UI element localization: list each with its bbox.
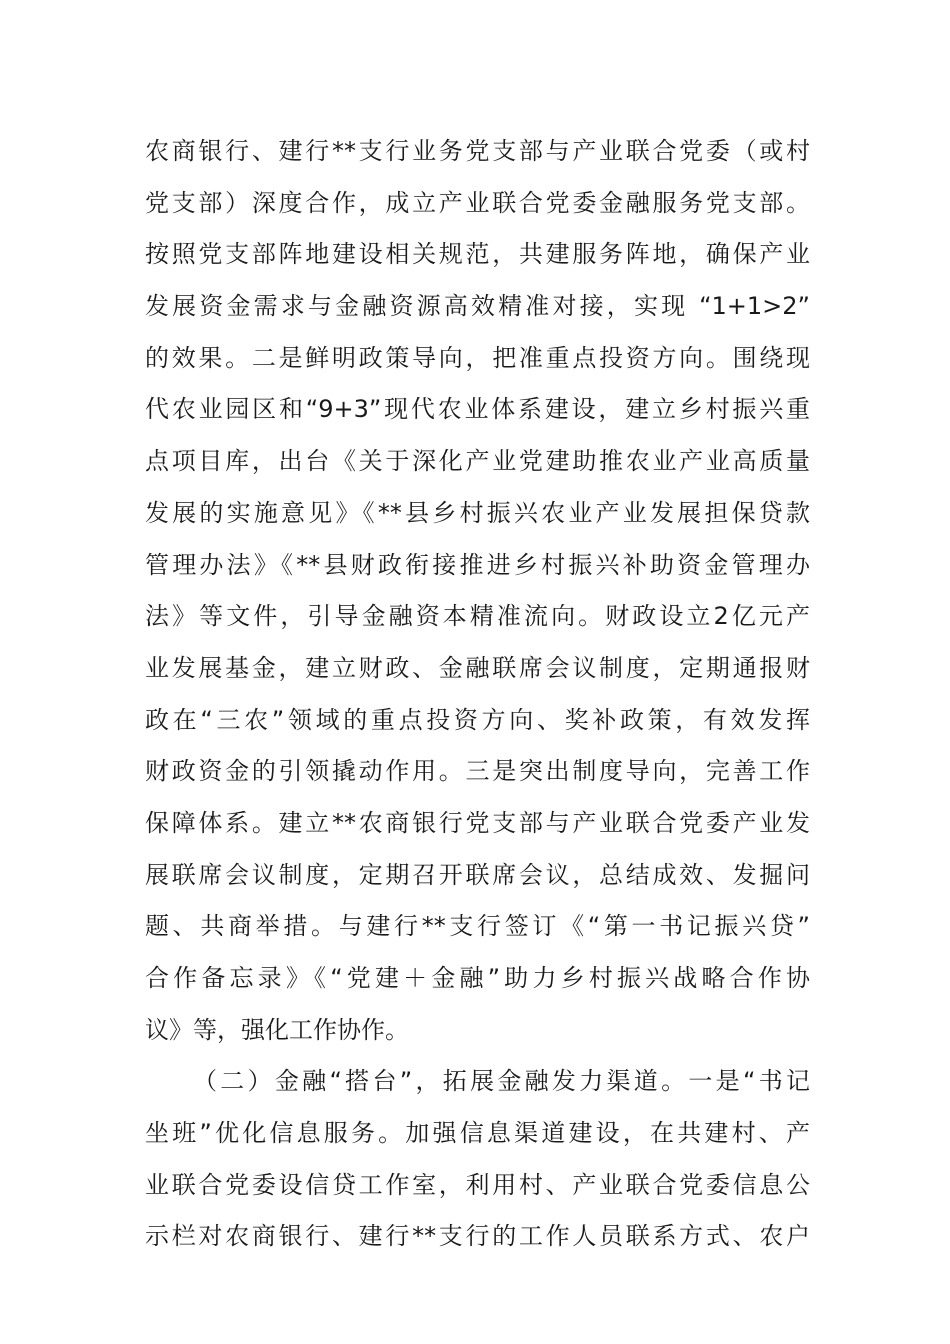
text-line-10: 法》等文件，引导金融资本精准流向。财政设立2亿元产 xyxy=(145,602,810,631)
text-line-19: （二）金融“搭台”，拓展金融发力渠道。一是“书记 xyxy=(193,1067,810,1096)
text-line-16: 题、共商举措。与建行**支行签订《“第一书记振兴贷” xyxy=(145,912,810,941)
text-line-11: 业发展基金，建立财政、金融联席会议制度，定期通报财 xyxy=(145,653,810,682)
text-line-12: 政在“三农”领域的重点投资方向、奖补政策，有效发挥 xyxy=(145,705,810,734)
text-line-7: 点项目库，出台《关于深化产业党建助推农业产业高质量 xyxy=(145,447,810,476)
text-line-1: 农商银行、建行**支行业务党支部与产业联合党委（或村 xyxy=(145,137,810,165)
text-line-15: 展联席会议制度，定期召开联席会议，总结成效、发掘问 xyxy=(145,860,810,889)
text-line-21: 业联合党委设信贷工作室，利用村、产业联合党委信息公 xyxy=(145,1170,810,1199)
text-line-6: 代农业园区和“9+3”现代农业体系建设，建立乡村振兴重 xyxy=(145,395,810,424)
text-line-5: 的效果。二是鲜明政策导向，把准重点投资方向。围绕现 xyxy=(145,343,810,372)
text-line-22: 示栏对农商银行、建行**支行的工作人员联系方式、农户 xyxy=(145,1222,810,1251)
text-line-4: 发展资金需求与金融资源高效精准对接，实现 “1+1>2” xyxy=(145,292,810,321)
text-line-17: 合作备忘录》《“党建＋金融”助力乡村振兴战略合作协 xyxy=(145,964,810,992)
text-line-8: 发展的实施意见》《**县乡村振兴农业产业发展担保贷款 xyxy=(145,498,810,527)
text-line-14: 保障体系。建立**农商银行党支部与产业联合党委产业发 xyxy=(145,808,810,837)
body-text xyxy=(145,126,810,1263)
text-line-18: 议》等，强化工作协作。 xyxy=(145,1015,409,1044)
text-line-13: 财政资金的引领撬动作用。三是突出制度导向，完善工作 xyxy=(145,757,810,786)
text-line-20: 坐班”优化信息服务。加强信息渠道建设，在共建村、产 xyxy=(145,1119,810,1148)
text-line-9: 管理办法》《**县财政衔接推进乡村振兴补助资金管理办 xyxy=(145,550,810,579)
text-line-3: 按照党支部阵地建设相关规范，共建服务阵地，确保产业 xyxy=(145,240,810,269)
text-line-2: 党支部）深度合作，成立产业联合党委金融服务党支部。 xyxy=(145,188,810,217)
